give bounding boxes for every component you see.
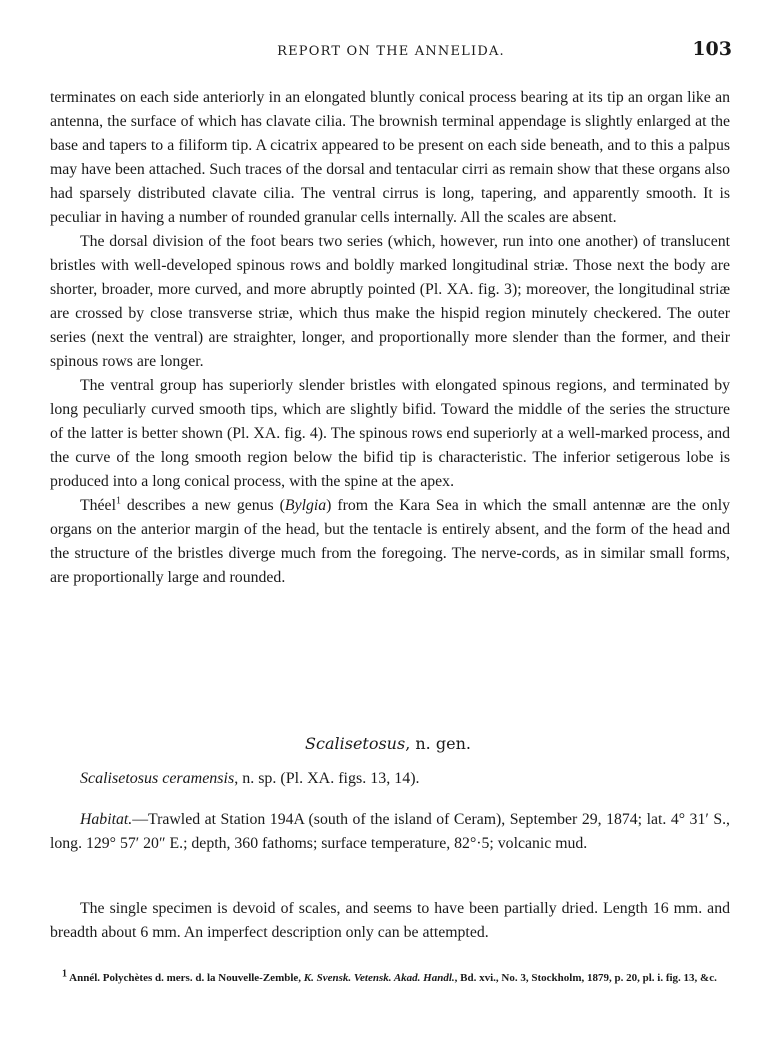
species-suffix: , n. sp. (Pl. XA. figs. 13, 14).: [234, 770, 420, 787]
paragraph-continuation: terminates on each side anteriorly in an elongated bluntly conical process bearing at its tip an organ like an antenna, the surface of which has clavate cilia. The brownish terminal appendage is slightly enlarged at the base and tapers to a filiform tip. A cicatrix appeared to be present on each side beneath, and to this a palpus may have been attached. Such traces of the dorsal and tentacular cirri as remain show that these organs also had sparsely distributed clavate cilia. The ventral cirrus is long, tapering, and apparently smooth. It is peculiar in having a number of rounded granular cells internally. All the scales are absent.: [50, 89, 730, 226]
species-name: Scalisetosus ceramensis: [80, 770, 235, 787]
species-heading: [80, 770, 420, 788]
habitat-paragraph: [50, 808, 730, 856]
footnote-reference: 1: [115, 495, 121, 507]
page-number: 103: [692, 38, 732, 60]
running-title: REPORT ON THE ANNELIDA.: [277, 44, 505, 59]
footnote-text-2: , Bd. xvi., No. 3, Stockholm, 1879, p. 20, pl. i. fig. 13, &c.: [454, 972, 717, 984]
genus-name: Scalisetosus: [305, 734, 406, 753]
theel-name: Théel: [80, 497, 116, 514]
footnote-text-1: Annél. Polychètes d. mers. d. la Nouvelle-Zemble,: [67, 972, 304, 984]
genus-heading: [0, 734, 776, 753]
habitat-label: Habitat.: [80, 811, 133, 828]
habitat-block: [50, 808, 730, 856]
genus-suffix: , n. gen.: [405, 734, 471, 753]
paragraph-ventral-group: The ventral group has superiorly slender bristles with elongated spinous regions, and terminated by long peculiarly curved smooth tips, which are slightly bifid. Toward the middle of the series the structure of the latter is better shown (Pl. XA. fig. 4). The spinous rows end superiorly at a well-marked process, and the curve of the long smooth region below the bifid tip is characteristic. The inferior setigerous lobe is produced into a long conical process, with the spine at the apex.: [50, 377, 730, 490]
paragraph-dorsal-division: The dorsal division of the foot bears two series (which, however, run into one another) of translucent bristles with well-developed spinous rows and boldly marked longitudinal striæ. Those next the body are shorter, broader, more curved, and more abruptly pointed (Pl. XA. fig. 3); moreover, the longitudinal striæ are crossed by close transverse striæ, which thus make the hispid region minutely checkered. The outer series (next the ventral) are straighter, longer, and proportionally more slender than the former, and their spinous rows are longer.: [50, 233, 730, 370]
theel-text-2: ) from the Kara Sea in which the small antennæ are the only organs on the anterior margin of the head, but the tentacle is entirely absent, and the form of the head and the structure of the bristles diverge much from the foregoing. The nerve-cords, as in similar small forms, are proportionally large and rounded.: [50, 497, 730, 586]
footnote-journal: K. Svensk. Vetensk. Akad. Handl.: [303, 972, 455, 984]
specimen-paragraph: The single specimen is devoid of scales, and seems to have been partially dried. Length 16 mm. and breadth about 6 mm. An imperfect description only can be attempted.: [50, 900, 730, 941]
theel-text-1: describes a new genus (: [120, 497, 285, 514]
body-text: [50, 86, 730, 590]
page-header: [50, 38, 732, 68]
footnote-marker: 1: [62, 968, 67, 980]
specimen-block: [50, 897, 730, 945]
habitat-text: —Trawled at Station 194A (south of the island of Ceram), September 29, 1874; lat. 4° 31′ S., long. 129° 57′ 20″ E.; depth, 360 fathoms; surface temperature, 82°·5; volcanic mud.: [50, 811, 730, 852]
paragraph-theel: [50, 494, 730, 590]
footnote: [50, 970, 730, 986]
genus-bylgia: Bylgia: [284, 497, 327, 514]
